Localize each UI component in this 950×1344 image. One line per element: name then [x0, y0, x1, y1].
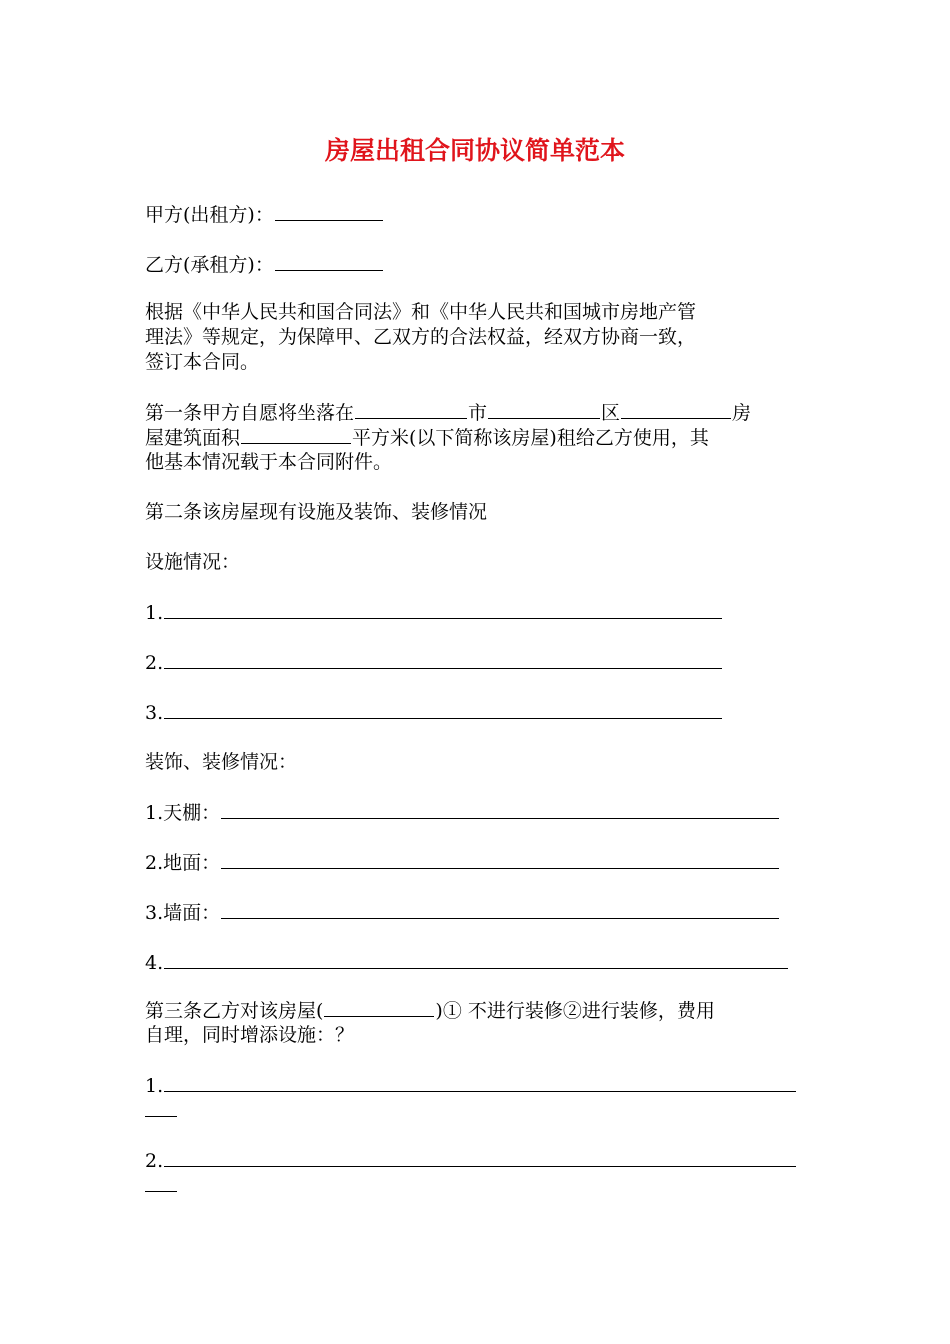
- article2-heading: 第二条该房屋现有设施及装饰、装修情况: [145, 501, 488, 523]
- city-blank[interactable]: [488, 400, 600, 419]
- facility-item-2: [145, 650, 805, 676]
- facility-item-3-blank[interactable]: [164, 700, 722, 719]
- decoration-item-2: [145, 850, 805, 876]
- location-blank[interactable]: [355, 400, 467, 419]
- added-item-2-blank[interactable]: [164, 1148, 796, 1167]
- decoration-item-3-label: 3.墙面：: [145, 902, 221, 924]
- added-item-1-blank[interactable]: [164, 1073, 796, 1092]
- renovation-choice-blank[interactable]: [324, 998, 434, 1017]
- party-b-line: [145, 252, 805, 278]
- article3-line-1: [145, 998, 805, 1024]
- article1-text-1: 第一条甲方自愿将坐落在: [145, 402, 355, 424]
- document-title: 房屋出租合同协议简单范本: [324, 136, 625, 165]
- facility-item-1-blank[interactable]: [164, 600, 722, 619]
- added-item-1-label: 1.: [145, 1075, 164, 1097]
- district-label: 区: [601, 402, 621, 424]
- preamble-line-3: 签订本合同。: [145, 351, 260, 373]
- article1-text-3: 平方米(以下简称该房屋)租给乙方使用，其: [352, 427, 709, 449]
- party-a-label: 甲方(出租方)：: [145, 204, 274, 226]
- article3-text-1: 第三条乙方对该房屋(: [145, 1000, 324, 1022]
- facility-item-3-label: 3.: [145, 702, 164, 724]
- article1-text-2: 屋建筑面积: [145, 427, 241, 449]
- area-blank[interactable]: [241, 425, 351, 444]
- article3-text-2: )① 不进行装修②进行装修，费用: [435, 1000, 715, 1022]
- decoration-item-4-label: 4.: [145, 952, 164, 974]
- decoration-item-4-blank[interactable]: [164, 950, 788, 969]
- facility-item-3: [145, 700, 805, 726]
- decoration-item-2-label: 2.地面：: [145, 852, 221, 874]
- article1-line-1: [145, 400, 805, 426]
- party-b-label: 乙方(承租方)：: [145, 254, 274, 276]
- article1-line-2: [145, 425, 805, 451]
- facility-item-2-label: 2.: [145, 652, 164, 674]
- article3-line-2: 自理，同时增添设施：？: [145, 1024, 355, 1046]
- district-blank[interactable]: [621, 400, 731, 419]
- wall-blank[interactable]: [221, 900, 779, 919]
- decoration-item-3: [145, 900, 805, 926]
- decoration-heading: 装饰、装修情况：: [145, 751, 298, 773]
- decoration-item-4: [145, 950, 805, 976]
- party-a-blank[interactable]: [275, 202, 383, 221]
- added-item-2-blank-wrap[interactable]: [145, 1173, 177, 1192]
- ceiling-blank[interactable]: [221, 800, 779, 819]
- floor-blank[interactable]: [221, 850, 779, 869]
- added-item-1-blank-wrap[interactable]: [145, 1098, 177, 1117]
- facility-item-2-blank[interactable]: [164, 650, 722, 669]
- added-item-2-wrap: [145, 1173, 805, 1199]
- facility-item-1: [145, 600, 805, 626]
- facility-item-1-label: 1.: [145, 602, 164, 624]
- added-item-1-wrap: [145, 1098, 805, 1124]
- decoration-item-1: [145, 800, 805, 826]
- facilities-heading: 设施情况：: [145, 551, 241, 573]
- added-item-2: [145, 1148, 805, 1174]
- added-item-1: [145, 1073, 805, 1099]
- preamble-line-2: 理法》等规定，为保障甲、乙双方的合法权益，经双方协商一致，: [145, 326, 697, 348]
- preamble-line-1: 根据《中华人民共和国合同法》和《中华人民共和国城市房地产管: [145, 301, 697, 323]
- article1-line-3: 他基本情况载于本合同附件。: [145, 451, 393, 473]
- party-a-line: [145, 202, 805, 228]
- added-item-2-label: 2.: [145, 1150, 164, 1172]
- house-label: 房: [732, 402, 752, 424]
- city-label: 市: [468, 402, 488, 424]
- party-b-blank[interactable]: [275, 252, 383, 271]
- decoration-item-1-label: 1.天棚：: [145, 802, 221, 824]
